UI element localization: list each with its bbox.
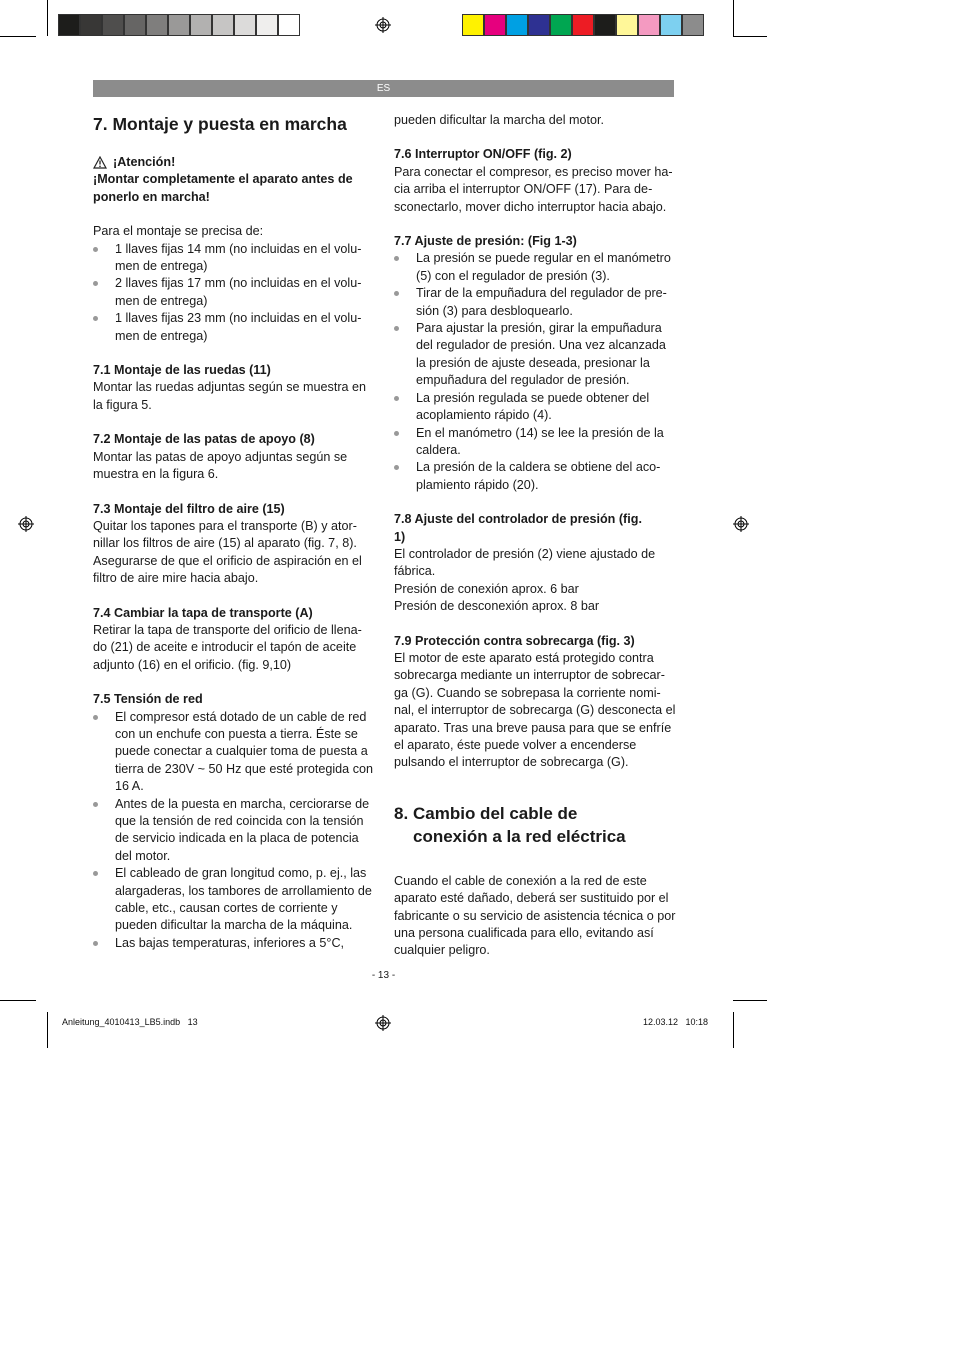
warning-title: ¡Atención! [113, 155, 176, 169]
list-item: 2 llaves fijas 17 mm (no incluidas en el volu-men de entrega) [93, 275, 375, 310]
tools-list [93, 241, 375, 345]
color-swatch [550, 14, 572, 36]
color-swatch [58, 14, 80, 36]
section-7-3-text: Quitar los tapones para el transporte (B) y ator-nillar los filtros de aire (15) al aparato (fig. 7, 8). Asegurarse de que el orificio de aspiración en el filtro de aire mire hacia abajo. [93, 518, 362, 586]
section-8-title: Cambio del cable de conexión a la red eléctrica [413, 803, 626, 846]
color-swatch [682, 14, 704, 36]
grayscale-color-bar [58, 14, 300, 37]
color-swatch [212, 14, 234, 36]
crop-mark [733, 0, 734, 36]
section-7-6-text: Para conectar el compresor, es preciso mover ha-cia arriba el interruptor ON/OFF (17). Para de-sconectarlo, mover dicho interruptor hacia abajo. [394, 164, 673, 214]
list-item: La presión de la caldera se obtiene del aco-plamiento rápido (20). [394, 459, 676, 494]
section-7-8-line: El controlador de presión (2) viene ajustado de fábrica. [394, 546, 656, 579]
registration-mark-icon [18, 516, 34, 532]
color-swatch [572, 14, 594, 36]
section-7-8-line: Presión de desconexión aprox. 8 bar [394, 599, 600, 614]
list-item: La presión se puede regular en el manómetro (5) con el regulador de presión (3). [394, 250, 676, 285]
warning-text: ¡Montar completamente el aparato antes de ponerlo en marcha! [93, 172, 353, 204]
crop-mark [733, 1000, 767, 1001]
section-7-9-text: El motor de este aparato está protegido contra sobrecarga mediante un interruptor de sobrecar-ga (G). Cuando se sobrepasa la corriente nomi-nal, el interruptor de sobrecarga (G) desconecta el aparato. Tras una breve pausa para que se enfríe el aparato, éste puede volver a encenderse pulsando el interruptor de sobrecarga (G). [394, 650, 676, 770]
section-7-5-title: 7.5 Tensión de red [93, 692, 203, 707]
language-bar [93, 80, 674, 97]
color-swatch [506, 14, 528, 36]
color-swatch [80, 14, 102, 36]
section-7-1-text: Montar las ruedas adjuntas según se muestra en la figura 5. [93, 380, 367, 412]
list-item: El compresor está dotado de un cable de red con un enchufe con puesta a tierra. Éste se puede conectar a cualquier toma de puesta a tierra de 230V ~ 50 Hz que esté protegida con 16 A. [93, 709, 375, 796]
cmyk-color-bar [462, 14, 704, 37]
color-swatch [278, 14, 300, 36]
section-7-1-title: 7.1 Montaje de las ruedas (11) [93, 363, 271, 378]
section-7-7-title: 7.7 Ajuste de presión: (Fig 1-3) [394, 234, 577, 249]
list-item: Tirar de la empuñadura del regulador de pre-sión (3) para desbloquearlo. [394, 285, 676, 320]
crop-mark [0, 36, 36, 37]
color-swatch [484, 14, 506, 36]
section-7-title: 7. Montaje y puesta en marcha [93, 114, 347, 134]
color-swatch [528, 14, 550, 36]
color-swatch [616, 14, 638, 36]
section-7-6-title: 7.6 Interruptor ON/OFF (fig. 2) [394, 147, 572, 162]
color-swatch [256, 14, 278, 36]
section-7-2-title: 7.2 Montaje de las patas de apoyo (8) [93, 432, 315, 447]
section-7-4-title: 7.4 Cambiar la tapa de transporte (A) [93, 605, 313, 620]
color-swatch [124, 14, 146, 36]
registration-mark-icon [375, 17, 391, 33]
file-name: Anleitung_4010413_LB5.indb 13 [62, 1017, 198, 1027]
section-7-9-title: 7.9 Protección contra sobrecarga (fig. 3) [394, 633, 635, 648]
list-item: Para ajustar la presión, girar la empuñadura del regulador de presión. Una vez alcanzada la presión de ajuste deseada, presionar la empuñadura del regulador de presión. [394, 320, 676, 390]
language-label: ES [376, 83, 391, 94]
color-swatch [462, 14, 484, 36]
list-item: La presión regulada se puede obtener del acoplamiento rápido (4). [394, 390, 676, 425]
warning-heading [93, 154, 375, 171]
color-swatch [638, 14, 660, 36]
left-column [93, 112, 375, 952]
crop-mark [0, 1000, 36, 1001]
mains-voltage-list [93, 709, 375, 953]
section-8-text: Cuando el cable de conexión a la red de este aparato esté dañado, deberá ser sustituido por el fabricante o su servicio de asistencia técnica o por una persona cualificada para ello, evitando así cualquier peligro. [394, 873, 676, 958]
list-item: 1 llaves fijas 23 mm (no incluidas en el volu-men de entrega) [93, 310, 375, 345]
page-number: - 13 - [371, 970, 396, 981]
crop-mark [47, 0, 48, 36]
section-8-heading [394, 802, 676, 864]
section-7-3-title: 7.3 Montaje del filtro de aire (15) [93, 501, 285, 516]
registration-mark-icon [375, 1015, 391, 1031]
registration-mark-icon [733, 516, 749, 532]
crop-mark [733, 1012, 734, 1048]
crop-mark [733, 36, 767, 37]
print-date: 12.03.12 10:18 [643, 1017, 709, 1027]
crop-mark [47, 1012, 48, 1048]
section-7-8-title: 7.8 Ajuste del controlador de presión (fig. 1) [394, 512, 642, 544]
section-7-8-line: Presión de conexión aprox. 6 bar [394, 581, 579, 596]
color-swatch [660, 14, 682, 36]
color-swatch [146, 14, 168, 36]
tools-intro: Para el montaje se precisa de: [93, 224, 264, 239]
list-item: 1 llaves fijas 14 mm (no incluidas en el volu-men de entrega) [93, 241, 375, 276]
continued-text: pueden dificultar la marcha del motor. [394, 113, 605, 127]
section-7-2-text: Montar las patas de apoyo adjuntas según se muestra en la figura 6. [93, 449, 348, 482]
color-swatch [190, 14, 212, 36]
list-item: Antes de la puesta en marcha, cerciorarse de que la tensión de red coincida con la tensión de servicio indicada en la placa de potencia del motor. [93, 796, 375, 866]
color-swatch [594, 14, 616, 36]
section-8-number: 8. [394, 803, 409, 823]
list-item: El cableado de gran longitud como, p. ej., las alargaderas, los tambores de arrollamiento de cable, etc., causan cortes de corriente y pueden dificultar la marcha de la máquina. [93, 865, 375, 935]
warning-triangle-icon [93, 156, 107, 169]
list-item: En el manómetro (14) se lee la presión de la caldera. [394, 425, 676, 460]
color-swatch [102, 14, 124, 36]
list-item: Las bajas temperaturas, inferiores a 5°C, [93, 935, 375, 952]
color-swatch [234, 14, 256, 36]
right-column [394, 112, 676, 960]
pressure-adjust-list [394, 250, 676, 494]
color-swatch [168, 14, 190, 36]
section-7-4-text: Retirar la tapa de transporte del orificio de llena-do (21) de aceite e introducir el tapón de aceite adjunto (16) en el orificio. (fig. 9,10) [93, 622, 362, 672]
